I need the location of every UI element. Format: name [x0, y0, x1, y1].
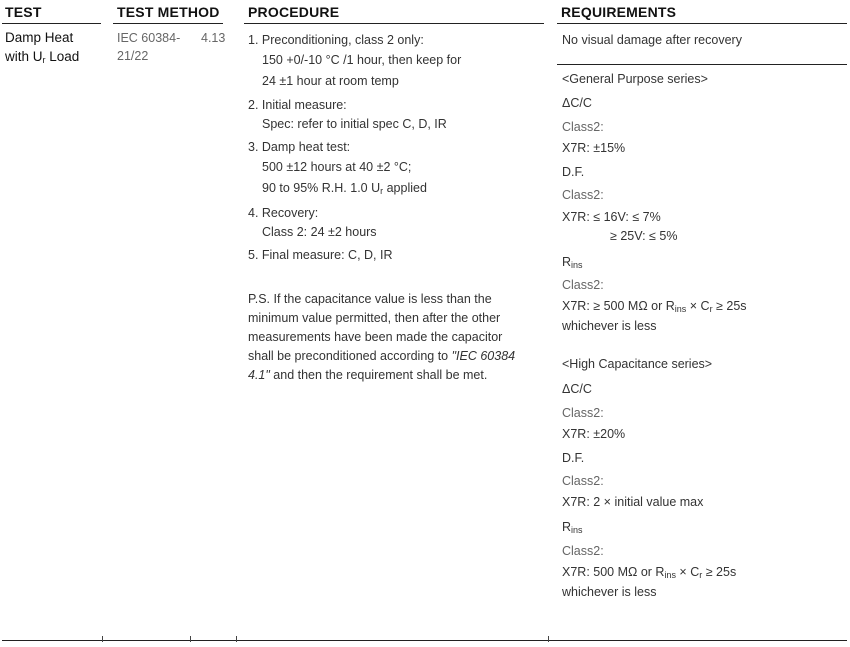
bottom-tick-1 [102, 636, 103, 642]
req-high-class2a: Class2: [562, 406, 604, 420]
req-general-x7r-cap: X7R: ±15% [562, 141, 626, 155]
req-high-rins: $R_{ins}$ [562, 520, 583, 535]
procedure-step2-line1: Spec: refer to initial spec C, D, IR [262, 117, 447, 131]
req-general-rins: $R_{ins}$ [562, 255, 583, 270]
header-rule-test [2, 23, 101, 24]
header-rule-requirements [557, 23, 847, 24]
test-name-line2: with $U_r$ Load [5, 49, 80, 65]
header-test: TEST [5, 4, 42, 20]
req-general-whichever: whichever is less [562, 319, 657, 333]
req-general-class2b: Class2: [562, 188, 604, 202]
procedure-ps-line5: 4.1" and then the requirement shall be met. [248, 368, 488, 382]
procedure-step1-title: 1. Preconditioning, class 2 only: [248, 33, 424, 47]
procedure-ps-line1: P.S. If the capacitance value is less than the [248, 292, 492, 306]
req-general-df: D.F. [562, 165, 585, 179]
req-visual: No visual damage after recovery [562, 33, 742, 47]
procedure-step1-line1: 150 +0/-10 °C /1 hour, then keep for [262, 53, 462, 67]
method-standard-line1: IEC 60384- [117, 31, 181, 45]
req-high-ins: X7R: 500 MΩ or $R_{ins} \times C_r \ge 25s$ [562, 565, 737, 580]
req-high-df: D.F. [562, 451, 585, 465]
req-divider [557, 64, 847, 65]
req-high-class2b: Class2: [562, 474, 604, 488]
header-rule-procedure [244, 23, 544, 24]
procedure-ps-line4: shall be preconditioned according to "IEC 60384 [248, 349, 516, 363]
req-high-x7r-df: X7R: 2 × initial value max [562, 495, 704, 509]
procedure-step1-line2: 24 ±1 hour at room temp [262, 74, 399, 88]
bottom-tick-3 [236, 636, 237, 642]
procedure-step3-line1: 500 ±12 hours at 40 ±2 °C; [262, 160, 412, 174]
procedure-step2-title: 2. Initial measure: [248, 98, 347, 112]
header-test-method: TEST METHOD [117, 4, 220, 20]
req-high-x7r-cap: X7R: ±20% [562, 427, 626, 441]
req-high-dcc: ΔC/C [562, 382, 592, 396]
header-rule-method [113, 23, 223, 24]
procedure-ps-line2: minimum value permitted, then after the other [248, 311, 501, 325]
bottom-tick-4 [548, 636, 549, 642]
req-general-x7r-df-2: ≥ 25V: ≤ 5% [610, 229, 678, 243]
req-general-class2a: Class2: [562, 120, 604, 134]
bottom-rule [2, 640, 847, 641]
bottom-tick-2 [190, 636, 191, 642]
procedure-step3-line2: 90 to 95% R.H. 1.0 $U_r$ applied [262, 181, 427, 196]
req-general-dcc: ΔC/C [562, 96, 592, 110]
header-procedure: PROCEDURE [248, 4, 340, 20]
test-name-line1: Damp Heat [5, 30, 74, 45]
method-standard-line2: 21/22 [117, 49, 149, 63]
procedure-step3-title: 3. Damp heat test: [248, 140, 351, 154]
method-clause: 4.13 [201, 31, 226, 45]
req-general-class2c: Class2: [562, 278, 604, 292]
procedure-step4-title: 4. Recovery: [248, 206, 319, 220]
req-general-ins: X7R: ≥ 500 MΩ or $R_{ins} \times C_r \ge 25s$ [562, 299, 747, 314]
procedure-step5-title: 5. Final measure: C, D, IR [248, 248, 393, 262]
req-high-heading: <High Capacitance series> [562, 357, 713, 371]
procedure-ps-line3: measurements have been made the capacitor [248, 330, 503, 344]
req-high-class2c: Class2: [562, 544, 604, 558]
req-high-whichever: whichever is less [562, 585, 657, 599]
req-general-heading: <General Purpose series> [562, 72, 708, 86]
req-general-x7r-df-1: X7R: ≤ 16V: ≤ 7% [562, 210, 661, 224]
procedure-step4-line1: Class 2: 24 ±2 hours [262, 225, 377, 239]
header-requirements: REQUIREMENTS [561, 4, 677, 20]
